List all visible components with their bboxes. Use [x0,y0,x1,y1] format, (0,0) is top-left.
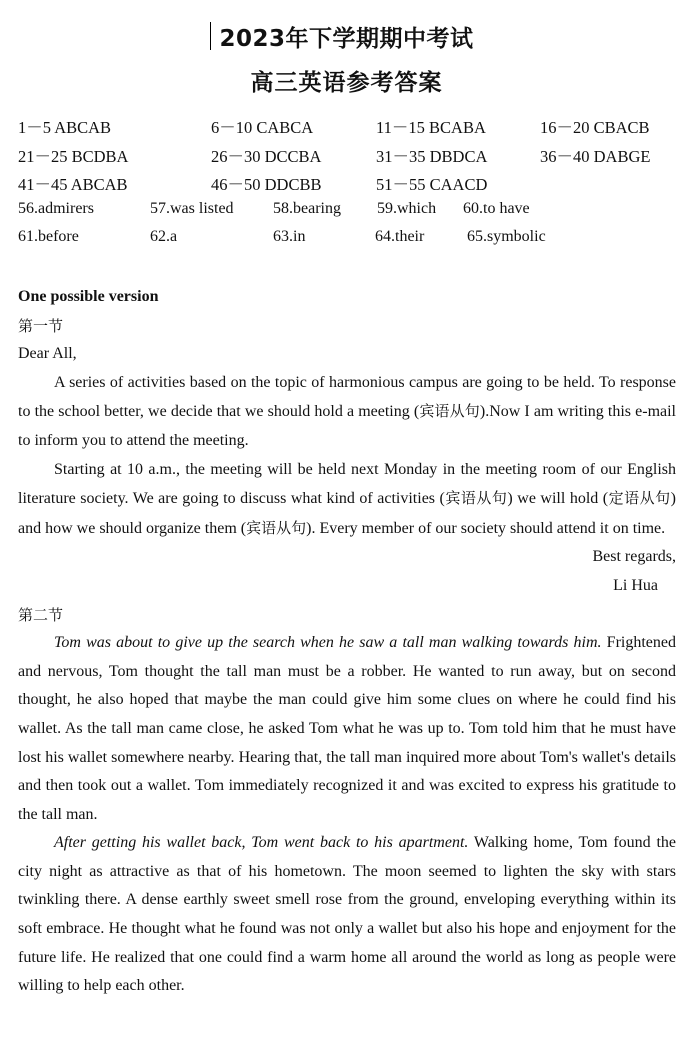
answer-key-title: 高三英语参考答案 [250,70,443,96]
grammar-note: 宾语从句 [444,489,508,508]
answer-group: 6－10 CABCA [211,118,314,137]
fill-answer: 57.was listed [150,199,234,217]
answer-group: 26－30 DCCBA [211,146,322,166]
fill-answer: 65.symbolic [467,227,546,245]
answer-group: 51－55 CAACD [376,175,488,194]
model-essays [18,283,676,1001]
answer-key [18,114,678,256]
text-span: Frightened and nervous, Tom thought the tall man must be a robber. He wanted to run away, but on second thought, he also hoped that maybe the man could give him some clues on where he could find his wallet. As the tall man came close, he asked Tom what he was up to. Tom told him that he must have lost his wallet somewhere nearby. Hearing that, the tall man inquired more about Tom's wallet's details and then took out a wallet. Tom immediately recognized it and was excited to express his gratitude to the tall man. [18,634,676,823]
text-span: ).Now I am writing this e-mail to inform you to attend the meeting. [18,403,677,449]
given-sentence: After getting his wallet back, Tom went back to his apartment. [54,834,469,852]
grammar-note: 宾语从句 [246,518,307,537]
answer-group: 21－25 BCDBA [18,146,129,166]
exam-title: 2023年下学期期中考试 [219,26,474,52]
answer-row [18,171,678,200]
text-span: Starting at 10 a.m., the meeting will be held next Monday in the meeting room of our English literature society. We are going to discuss what kind of activities ( [18,460,676,508]
grammar-note: 宾语从句 [419,402,480,421]
fill-in-row [18,200,678,228]
text-span: A series of activities based on the topic of harmonious campus are going to be held. To response to the school better, we decide that we should hold a meeting ( [18,373,676,421]
fill-in-row [18,228,678,256]
letter-closing: Best regards, [592,548,676,566]
fill-answer: 64.their [375,227,425,245]
fill-answer: 61.before [18,227,79,245]
story-paragraph-2 [18,829,676,1001]
answer-group: 36－40 DABGE [540,146,651,166]
answer-row [18,114,678,143]
fill-answer: 58.bearing [273,199,341,217]
fill-answer: 62.a [150,227,178,245]
answer-group: 31－35 DBDCA [376,146,488,166]
letter-signature: Li Hua [613,576,658,594]
grammar-note: 定语从句 [608,489,671,508]
given-sentence: Tom was about to give up the search when he saw a tall man walking towards him. [54,634,602,652]
text-span: ). Every member of our society should attend it on time. [306,519,666,537]
answer-group: 1－5 ABCAB [18,118,112,137]
fill-answer: 56.admirers [18,199,94,217]
answer-group: 46－50 DDCBB [211,175,322,194]
fill-answer: 59.which [377,199,437,217]
story-paragraph-1 [18,629,676,829]
letter-paragraph-1 [18,369,676,456]
text-span: ) and how we should organize them ( [18,490,676,537]
answer-group: 11－15 BCABA [376,118,486,137]
version-heading: One possible version [18,288,159,305]
section2-heading: 第二节 [18,605,64,624]
answer-row [18,143,678,172]
answer-group: 41－45 ABCAB [18,175,128,194]
text-span: ) we will hold ( [507,490,609,508]
letter-greeting: Dear All, [18,345,77,363]
letter-paragraph-2 [18,456,676,544]
fill-answer: 63.in [273,227,306,245]
answer-group: 16－20 CBACB [540,118,650,137]
fill-answer: 60.to have [463,199,530,217]
text-span: Walking home, Tom found the city night as attractive as that of his hometown. The moon seemed to lighten the sky with stars twinkling there. A dense earthly sweet smell rose from the ground, enveloping everything within its soft embrace. He thought what he found was not only a wallet but also his hope and enjoyment for the future life. He realized that one could find a warm home all around the world as long as people were willing to help each other. [18,834,676,995]
section1-heading: 第一节 [18,316,64,335]
